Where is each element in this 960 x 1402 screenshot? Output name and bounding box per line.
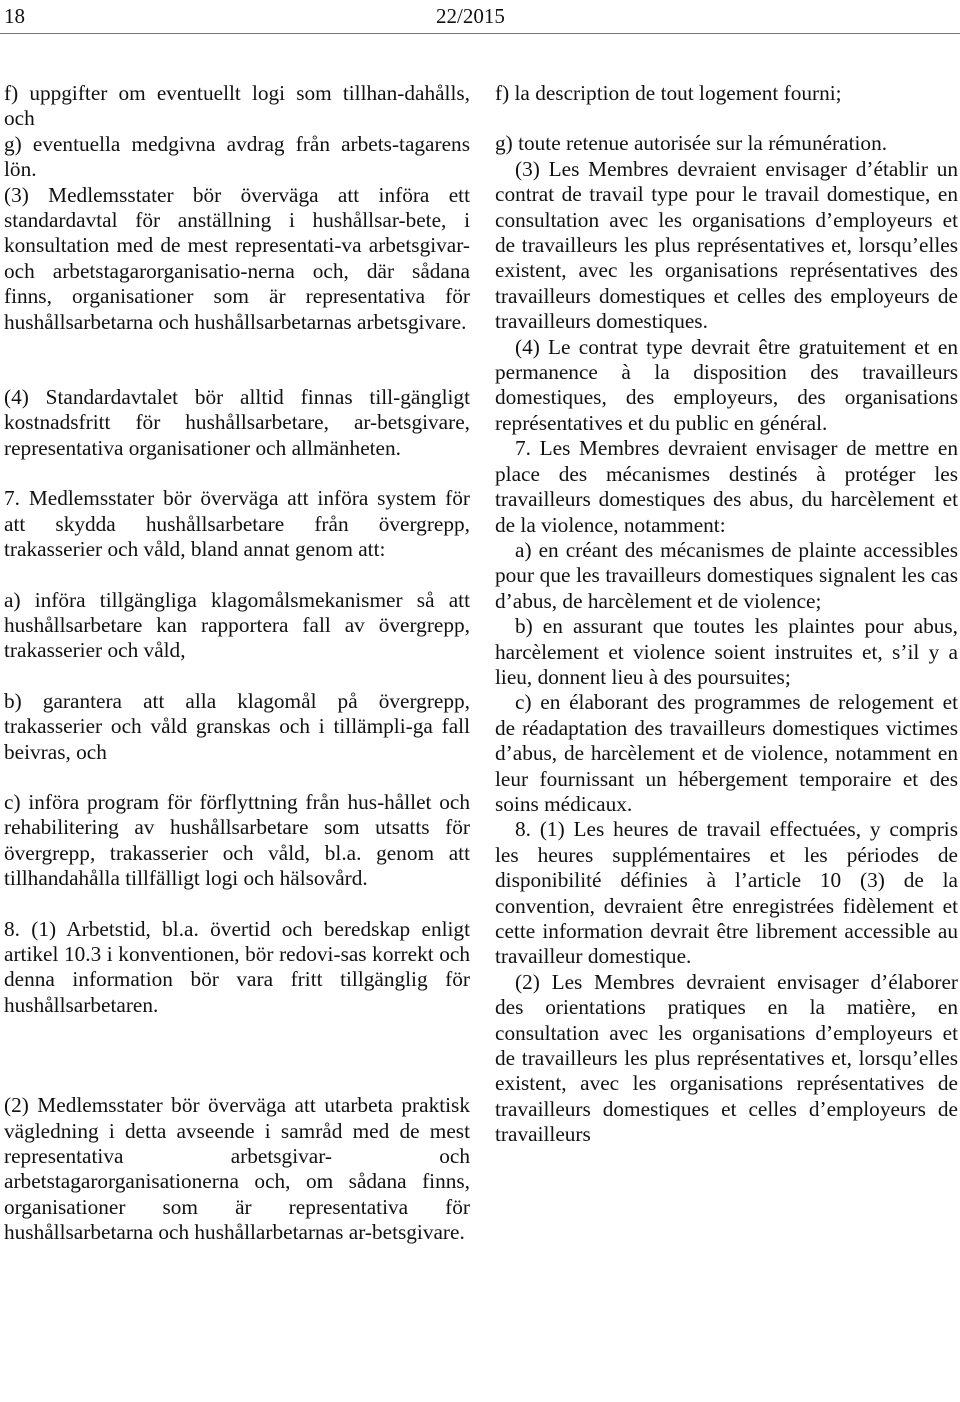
fr-item-g: g) toute retenue autorisée sur la rémunération. — [495, 131, 888, 156]
sv-item-7b: b) garantera att alla klagomål på övergrepp, trakasserier och våld granskas och i tillämpli-ga fall beivras, och — [4, 688, 470, 764]
header-rule — [0, 33, 960, 34]
sv-paragraph-4: (4) Standardavtalet bör alltid finnas till-gängligt kostnadsfritt för hushållsarbetare, ar-betsgivare, representativa organisationer och allmänheten. — [4, 385, 470, 460]
sv-item-f: f) uppgifter om eventuellt logi som tillhan-dahålls, och — [4, 81, 470, 131]
fr-item-f: f) la description de tout logement fourni; — [495, 81, 842, 105]
sv-paragraph-7: 7. Medlemsstater bör överväga att införa system för att skydda hushållsarbetare från övergrepp, trakasserier och våld, bland annat genom att: — [4, 486, 470, 562]
french-column — [495, 81, 958, 1148]
issue-number: 22/2015 — [436, 4, 505, 28]
sv-paragraph-8-1: 8. (1) Arbetstid, bl.a. övertid och beredskap enligt artikel 10.3 i konventionen, bör redovi-sas korrekt och denna information bör vara fritt tillgänglig för hushållsarbetaren. — [4, 916, 470, 1017]
swedish-column — [4, 81, 470, 1246]
sv-item-g: g) eventuella medgivna avdrag från arbets-tagarens lön. — [4, 131, 470, 182]
fr-paragraph-3: (3) Les Membres devraient envisager d’établir un contrat de travail type pour le travail domestique, en consultation avec les organisations d’employeurs et de travailleurs les plus représentatives et, lorsqu’elles existent, avec les organisations représentatives des travailleurs domestiques et celles des employeurs de travailleurs domestiques. — [495, 156, 958, 334]
sv-item-7c: c) införa program för förflyttning från hus-hållet och rehabilitering av hushållsarbetare som utsatts för övergrepp, trakasserier och våld, bl.a. genom att tillhandahålla tillfälligt logi och hälsovård. — [4, 789, 470, 891]
sv-paragraph-8-2: (2) Medlemsstater bör överväga att utarbeta praktisk vägledning i detta avseende i samråd med de mest representativa arbetsgivar- och arbetstagarorganisationerna och, om sådana finns, organisationer som är representativa för hushållsarbetarna och hushållarbetarnas ar-betsgivare. — [4, 1093, 470, 1245]
sv-paragraph-3: (3) Medlemsstater bör överväga att införa ett standardavtal för anställning i hushållsar-bete, i konsultation med de mest representati-va arbetsgivar- och arbetstagarorganisatio-nerna och, där sådana finns, organisationer som är representativa för hushållsarbetarna och hushållsarbetarnas arbetsgivare. — [4, 182, 470, 334]
fr-item-7c: c) en élaborant des programmes de relogement et de réadaptation des travailleurs domestiques victimes d’abus, de harcèlement et de violence, notamment en leur fournissant un hébergement temporaire et des soins médicaux. — [495, 690, 958, 816]
fr-item-7b: b) en assurant que toutes les plaintes pour abus, harcèlement et violence soient instruites et, s’il y a lieu, donnent lieu à des poursuites; — [495, 614, 958, 689]
fr-paragraph-4: (4) Le contrat type devrait être gratuitement et en permanence à la disposition des travailleurs domestiques, des employeurs, des organisations représentatives et du public en général. — [495, 334, 958, 435]
fr-item-7a: a) en créant des mécanismes de plainte accessibles pour que les travailleurs domestiques signalent les cas d’abus, de harcèlement et de violence; — [495, 537, 958, 613]
page-number: 18 — [4, 4, 25, 28]
sv-item-7a: a) införa tillgängliga klagomålsmekanismer så att hushållsarbetare kan rapportera fall av övergrepp, trakasserier och våld, — [4, 587, 470, 663]
fr-paragraph-8-1: 8. (1) Les heures de travail effectuées, y compris les heures supplémentaires et les périodes de disponibilité définies à l’article 10 (3) de la convention, devraient être enregistrées fidèlement et cette information devrait être librement accessible au travailleur domestique. — [495, 817, 958, 969]
fr-paragraph-8-2: (2) Les Membres devraient envisager d’élaborer des orientations pratiques en la matière, en consultation avec les organisations d’employeurs et de travailleurs les plus représentatives et, lorsqu’elles existent, avec les organisations représentatives de travailleurs domestiques et celles d’employeurs de travailleurs — [495, 969, 958, 1147]
fr-paragraph-7: 7. Les Membres devraient envisager de mettre en place des mécanismes destinés à protéger les travailleurs domestiques des abus, du harcèlement et de la violence, notamment: — [495, 436, 958, 537]
